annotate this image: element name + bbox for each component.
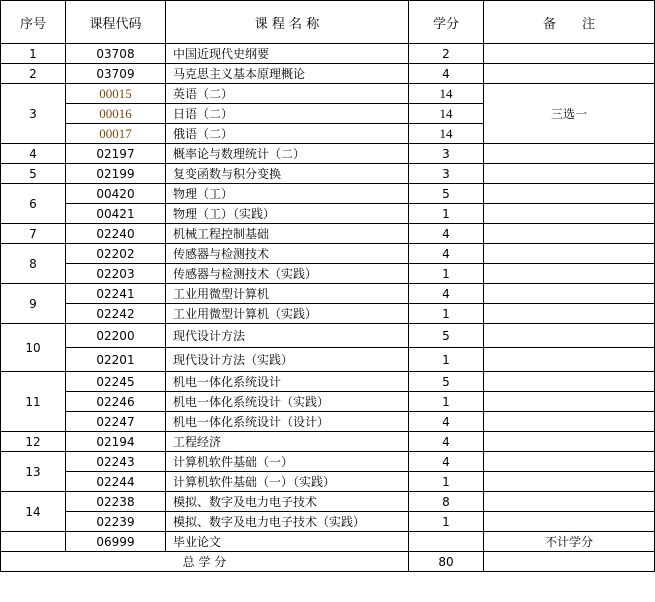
course-name: 模拟、数字及电力电子技术（实践）	[166, 512, 409, 532]
remark-cell	[484, 512, 655, 532]
seq-cell: 14	[1, 492, 66, 532]
course-name: 工程经济	[166, 432, 409, 452]
remark-cell	[484, 224, 655, 244]
table-row	[1, 144, 655, 164]
remark-cell	[484, 304, 655, 324]
course-code: 00015	[66, 84, 166, 104]
course-code: 02246	[66, 392, 166, 412]
total-credit: 80	[409, 552, 484, 572]
table-row	[1, 284, 655, 304]
seq-cell: 6	[1, 184, 66, 224]
table-row	[1, 392, 655, 412]
header-seq: 序号	[1, 1, 66, 44]
table-row	[1, 512, 655, 532]
course-code: 02202	[66, 244, 166, 264]
course-name: 传感器与检测技术（实践）	[166, 264, 409, 284]
course-code: 02245	[66, 372, 166, 392]
seq-cell: 12	[1, 432, 66, 452]
total-row	[1, 552, 655, 572]
course-code: 02243	[66, 452, 166, 472]
course-name: 英语（二）	[166, 84, 409, 104]
course-credit: 4	[409, 412, 484, 432]
course-name: 工业用微型计算机（实践）	[166, 304, 409, 324]
table-row	[1, 164, 655, 184]
course-code: 06999	[66, 532, 166, 552]
course-name: 机电一体化系统设计	[166, 372, 409, 392]
remark-cell	[484, 452, 655, 472]
course-credit: 5	[409, 184, 484, 204]
course-credit: 2	[409, 44, 484, 64]
course-code: 02238	[66, 492, 166, 512]
course-code: 03709	[66, 64, 166, 84]
remark-cell	[484, 432, 655, 452]
course-code: 03708	[66, 44, 166, 64]
course-name: 毕业论文	[166, 532, 409, 552]
course-name: 概率论与数理统计（二）	[166, 144, 409, 164]
table-row	[1, 532, 655, 552]
course-code: 02244	[66, 472, 166, 492]
course-credit: 1	[409, 204, 484, 224]
course-name: 机械工程控制基础	[166, 224, 409, 244]
seq-cell: 3	[1, 84, 66, 144]
remark-cell	[484, 372, 655, 392]
course-credit: 8	[409, 492, 484, 512]
course-credit: 1	[409, 392, 484, 412]
seq-cell: 1	[1, 44, 66, 64]
course-code: 02239	[66, 512, 166, 532]
course-name: 机电一体化系统设计（实践）	[166, 392, 409, 412]
remark-cell: 不计学分	[484, 532, 655, 552]
course-credit	[409, 532, 484, 552]
remark-cell	[484, 244, 655, 264]
remark-cell	[484, 412, 655, 432]
course-credit: 4	[409, 284, 484, 304]
total-remark	[484, 552, 655, 572]
course-name: 机电一体化系统设计（设计）	[166, 412, 409, 432]
table-row	[1, 452, 655, 472]
table-row	[1, 84, 655, 104]
course-credit: 1	[409, 264, 484, 284]
course-name: 物理（工）	[166, 184, 409, 204]
course-credit: 4	[409, 244, 484, 264]
table-row	[1, 224, 655, 244]
remark-cell	[484, 204, 655, 224]
course-credit: 3	[409, 144, 484, 164]
course-name: 复变函数与积分变换	[166, 164, 409, 184]
remark-cell	[484, 492, 655, 512]
course-credit: 4	[409, 452, 484, 472]
course-code: 00017	[66, 124, 166, 144]
seq-cell: 5	[1, 164, 66, 184]
course-code: 02199	[66, 164, 166, 184]
seq-cell	[1, 532, 66, 552]
seq-cell: 2	[1, 64, 66, 84]
course-code: 02240	[66, 224, 166, 244]
table-row	[1, 304, 655, 324]
table-row	[1, 492, 655, 512]
course-code: 02197	[66, 144, 166, 164]
course-code: 00016	[66, 104, 166, 124]
seq-cell: 13	[1, 452, 66, 492]
course-code: 02242	[66, 304, 166, 324]
seq-cell: 8	[1, 244, 66, 284]
course-name: 现代设计方法（实践）	[166, 348, 409, 372]
course-code: 02194	[66, 432, 166, 452]
course-credit: 4	[409, 432, 484, 452]
course-code: 02200	[66, 324, 166, 348]
course-code: 02241	[66, 284, 166, 304]
remark-cell	[484, 472, 655, 492]
course-name: 传感器与检测技术	[166, 244, 409, 264]
header-credit: 学分	[409, 1, 484, 44]
table-row	[1, 184, 655, 204]
remark-cell	[484, 324, 655, 348]
course-credit: 4	[409, 224, 484, 244]
remark-cell	[484, 392, 655, 412]
course-name: 物理（工）（实践）	[166, 204, 409, 224]
course-code: 02201	[66, 348, 166, 372]
course-credit: 14	[409, 84, 484, 104]
course-name: 马克思主义基本原理概论	[166, 64, 409, 84]
remark-cell	[484, 184, 655, 204]
table-row	[1, 412, 655, 432]
course-credit: 1	[409, 512, 484, 532]
table-row	[1, 432, 655, 452]
course-credit: 3	[409, 164, 484, 184]
course-credit: 14	[409, 104, 484, 124]
course-code: 02203	[66, 264, 166, 284]
course-name: 中国近现代史纲要	[166, 44, 409, 64]
header-row	[1, 1, 655, 44]
seq-cell: 7	[1, 224, 66, 244]
total-label: 总 学 分	[1, 552, 409, 572]
table-row	[1, 44, 655, 64]
table-row	[1, 324, 655, 348]
course-name: 计算机软件基础（一）	[166, 452, 409, 472]
table-row	[1, 372, 655, 392]
remark-cell	[484, 144, 655, 164]
course-code: 00421	[66, 204, 166, 224]
course-credit: 5	[409, 372, 484, 392]
course-code: 02247	[66, 412, 166, 432]
header-remark: 备 注	[484, 1, 655, 44]
seq-cell: 4	[1, 144, 66, 164]
course-name: 工业用微型计算机	[166, 284, 409, 304]
course-name: 日语（二）	[166, 104, 409, 124]
remark-cell	[484, 264, 655, 284]
table-row	[1, 264, 655, 284]
remark-cell: 三选一	[484, 84, 655, 144]
course-name: 俄语（二）	[166, 124, 409, 144]
table-row	[1, 472, 655, 492]
seq-cell: 9	[1, 284, 66, 324]
seq-cell: 10	[1, 324, 66, 372]
course-credit: 1	[409, 348, 484, 372]
header-name: 课 程 名 称	[166, 1, 409, 44]
header-code: 课程代码	[66, 1, 166, 44]
remark-cell	[484, 348, 655, 372]
course-credit: 4	[409, 64, 484, 84]
remark-cell	[484, 284, 655, 304]
course-credit: 1	[409, 304, 484, 324]
course-name: 计算机软件基础（一）（实践）	[166, 472, 409, 492]
course-credit: 1	[409, 472, 484, 492]
remark-cell	[484, 64, 655, 84]
course-name: 模拟、数字及电力电子技术	[166, 492, 409, 512]
table-row	[1, 204, 655, 224]
table-row	[1, 64, 655, 84]
remark-cell	[484, 164, 655, 184]
course-credit: 14	[409, 124, 484, 144]
seq-cell: 11	[1, 372, 66, 432]
remark-cell	[484, 44, 655, 64]
table-row	[1, 348, 655, 372]
course-credit: 5	[409, 324, 484, 348]
course-name: 现代设计方法	[166, 324, 409, 348]
course-code: 00420	[66, 184, 166, 204]
table-row	[1, 244, 655, 264]
